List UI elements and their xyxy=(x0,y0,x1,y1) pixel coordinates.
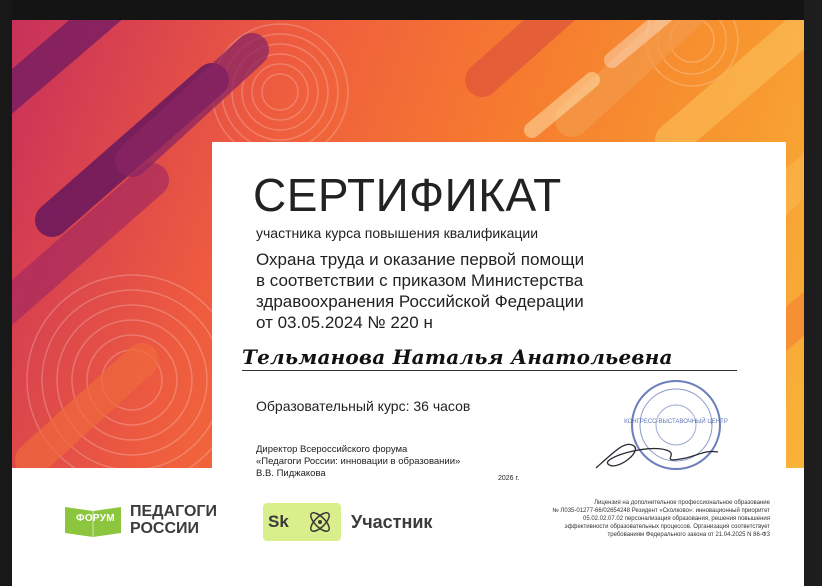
book-icon xyxy=(62,501,124,539)
course-hours: Образовательный курс: 36 часов xyxy=(256,398,471,414)
course-title xyxy=(256,249,656,333)
certificate-subtitle: участника курса повышения квалификации xyxy=(256,225,539,241)
sk-participant-label: Участник xyxy=(351,511,433,532)
director-name: В.В. Пиджакова xyxy=(256,468,326,479)
certificate xyxy=(12,20,804,586)
license-line: требованиям Федерального закона от 21.04.2025 N 86-ФЗ xyxy=(607,532,770,538)
course-title-line: в соответствии с приказом Министерства xyxy=(256,271,584,290)
atom-icon xyxy=(305,507,335,537)
license-line: 05.02.02.07.02 персонализация образования, решения повышения xyxy=(583,516,770,522)
window-top-border xyxy=(0,0,822,20)
window-right-border xyxy=(804,0,822,586)
license-info xyxy=(468,499,770,539)
window-left-border xyxy=(0,0,12,586)
forum-logo xyxy=(62,501,217,539)
course-title-line: здравоохранения Российской Федерации xyxy=(256,292,584,311)
director-signature-block xyxy=(256,444,536,480)
stamp-text: КОНГРЕСС-ВЫСТАВОЧНЫЙ ЦЕНТР xyxy=(624,419,728,425)
course-title-line: от 03.05.2024 № 220 н xyxy=(256,313,433,332)
forum-brand-line: РОССИИ xyxy=(130,520,200,537)
license-line: эффективности образовательных процессов. Организация соответствует xyxy=(564,524,770,530)
official-stamp xyxy=(586,380,746,480)
sk-letters: Sk xyxy=(268,512,289,531)
certificate-title: СЕРТИФИКАТ xyxy=(253,169,562,221)
sk-badge xyxy=(263,503,341,541)
forum-badge-text: ФОРУМ xyxy=(76,513,115,524)
license-line: Лицензия на дополнительное профессиональное образование xyxy=(594,500,770,506)
license-line: № Л035-01277-66/02654248 Резидент «Сколково»: инновационный приоритет xyxy=(552,508,770,514)
skolkovo-logo xyxy=(263,503,432,541)
course-title-line: Охрана труда и оказание первой помощи xyxy=(256,250,585,269)
forum-name: «Педагоги России: инновации в образовании» xyxy=(256,456,461,467)
forum-brand-text xyxy=(130,503,217,537)
director-title: Директор Всероссийского форума xyxy=(256,444,408,455)
participant-name: Тельманова Наталья Анатольевна xyxy=(242,345,737,371)
forum-brand-line: ПЕДАГОГИ xyxy=(130,503,217,520)
issue-year: 2026 г. xyxy=(498,475,520,482)
